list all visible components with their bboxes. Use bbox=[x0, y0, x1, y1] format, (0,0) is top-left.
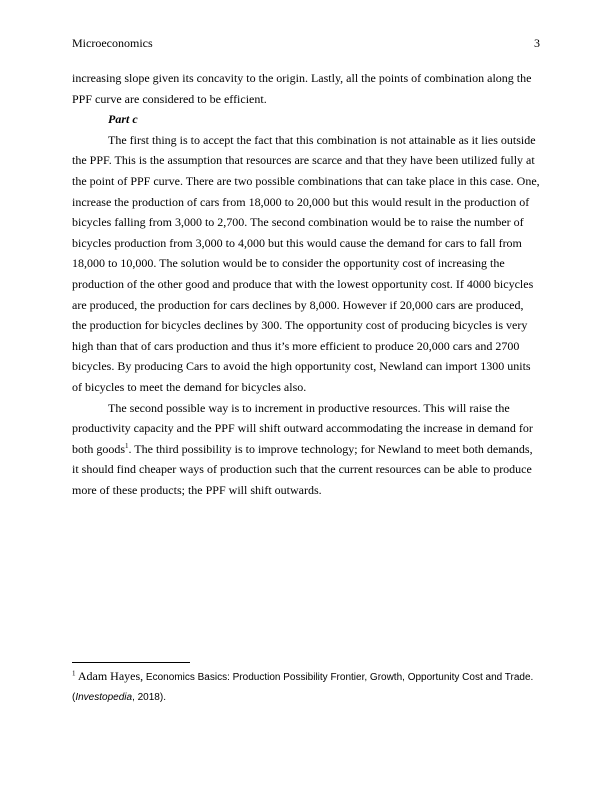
continued-paragraph: increasing slope given its concavity to the origin. Lastly, all the points of combination along the PPF curve are considered to be efficient. bbox=[72, 71, 532, 106]
footnote-title: Economics Basics: Production Possibility Frontier, Growth, Opportunity Cost and Trade. bbox=[143, 672, 534, 683]
paragraph-1: The first thing is to accept the fact that this combination is not attainable as it lies outside the PPF. This is the assumption that resources are scarce and that they have been utilized fully at the point of PPF curve. There are two possible combinations that can take place in this case. One, increase the production of cars from 18,000 to 20,000 but this would result in the production of bicycles falling from 3,000 to 2,700. The second combination would be to raise the number of bicycles production from 3,000 to 4,000 but this would cause the demand for cars to fall from 18,000 to 10,000. The solution would be to consider the opportunity cost of increasing the production of the other good and produce that with the lowest opportunity cost. If 4000 bicycles are produced, the production for cars declines by 8,000. However if 20,000 cars are produced, the production for bicycles declines by 300. The opportunity cost of producing bicycles is very high than that of cars production and thus it’s more efficient to produce 20,000 cars and 2700 bicycles. By producing Cars to avoid the high opportunity cost, Newland can import 1300 units of bicycles to meet the demand for bicycles also. bbox=[72, 132, 540, 394]
body-text bbox=[72, 68, 540, 500]
footnote-source: Investopedia bbox=[75, 692, 133, 703]
page-number: 3 bbox=[534, 36, 540, 50]
footnote-mark: 1 bbox=[72, 669, 76, 678]
footnote-year: , 2018). bbox=[132, 692, 166, 703]
paragraph-2-text-a: The second possible way is to increment in productive resources. This will raise the productivity capacity and the PPF will shift outward accommodating the increase in demand for both goods bbox=[72, 400, 533, 456]
footnote-open-paren: ( bbox=[72, 692, 76, 703]
footnote-separator bbox=[72, 662, 190, 663]
paragraph-2-text-b: . The third possibility is to improve technology; for Newland to meet both demands, it should find cheaper ways of production such that the current resources can be able to produce more of these products; the PPF will shift outwards. bbox=[72, 441, 533, 497]
footnote-reference: 1 bbox=[125, 441, 129, 450]
section-heading: Part c bbox=[108, 112, 138, 127]
footnote-author: Adam Hayes, bbox=[75, 669, 144, 683]
footnote bbox=[72, 666, 540, 708]
paragraph-2 bbox=[72, 398, 540, 501]
running-title: Microeconomics bbox=[72, 36, 153, 50]
